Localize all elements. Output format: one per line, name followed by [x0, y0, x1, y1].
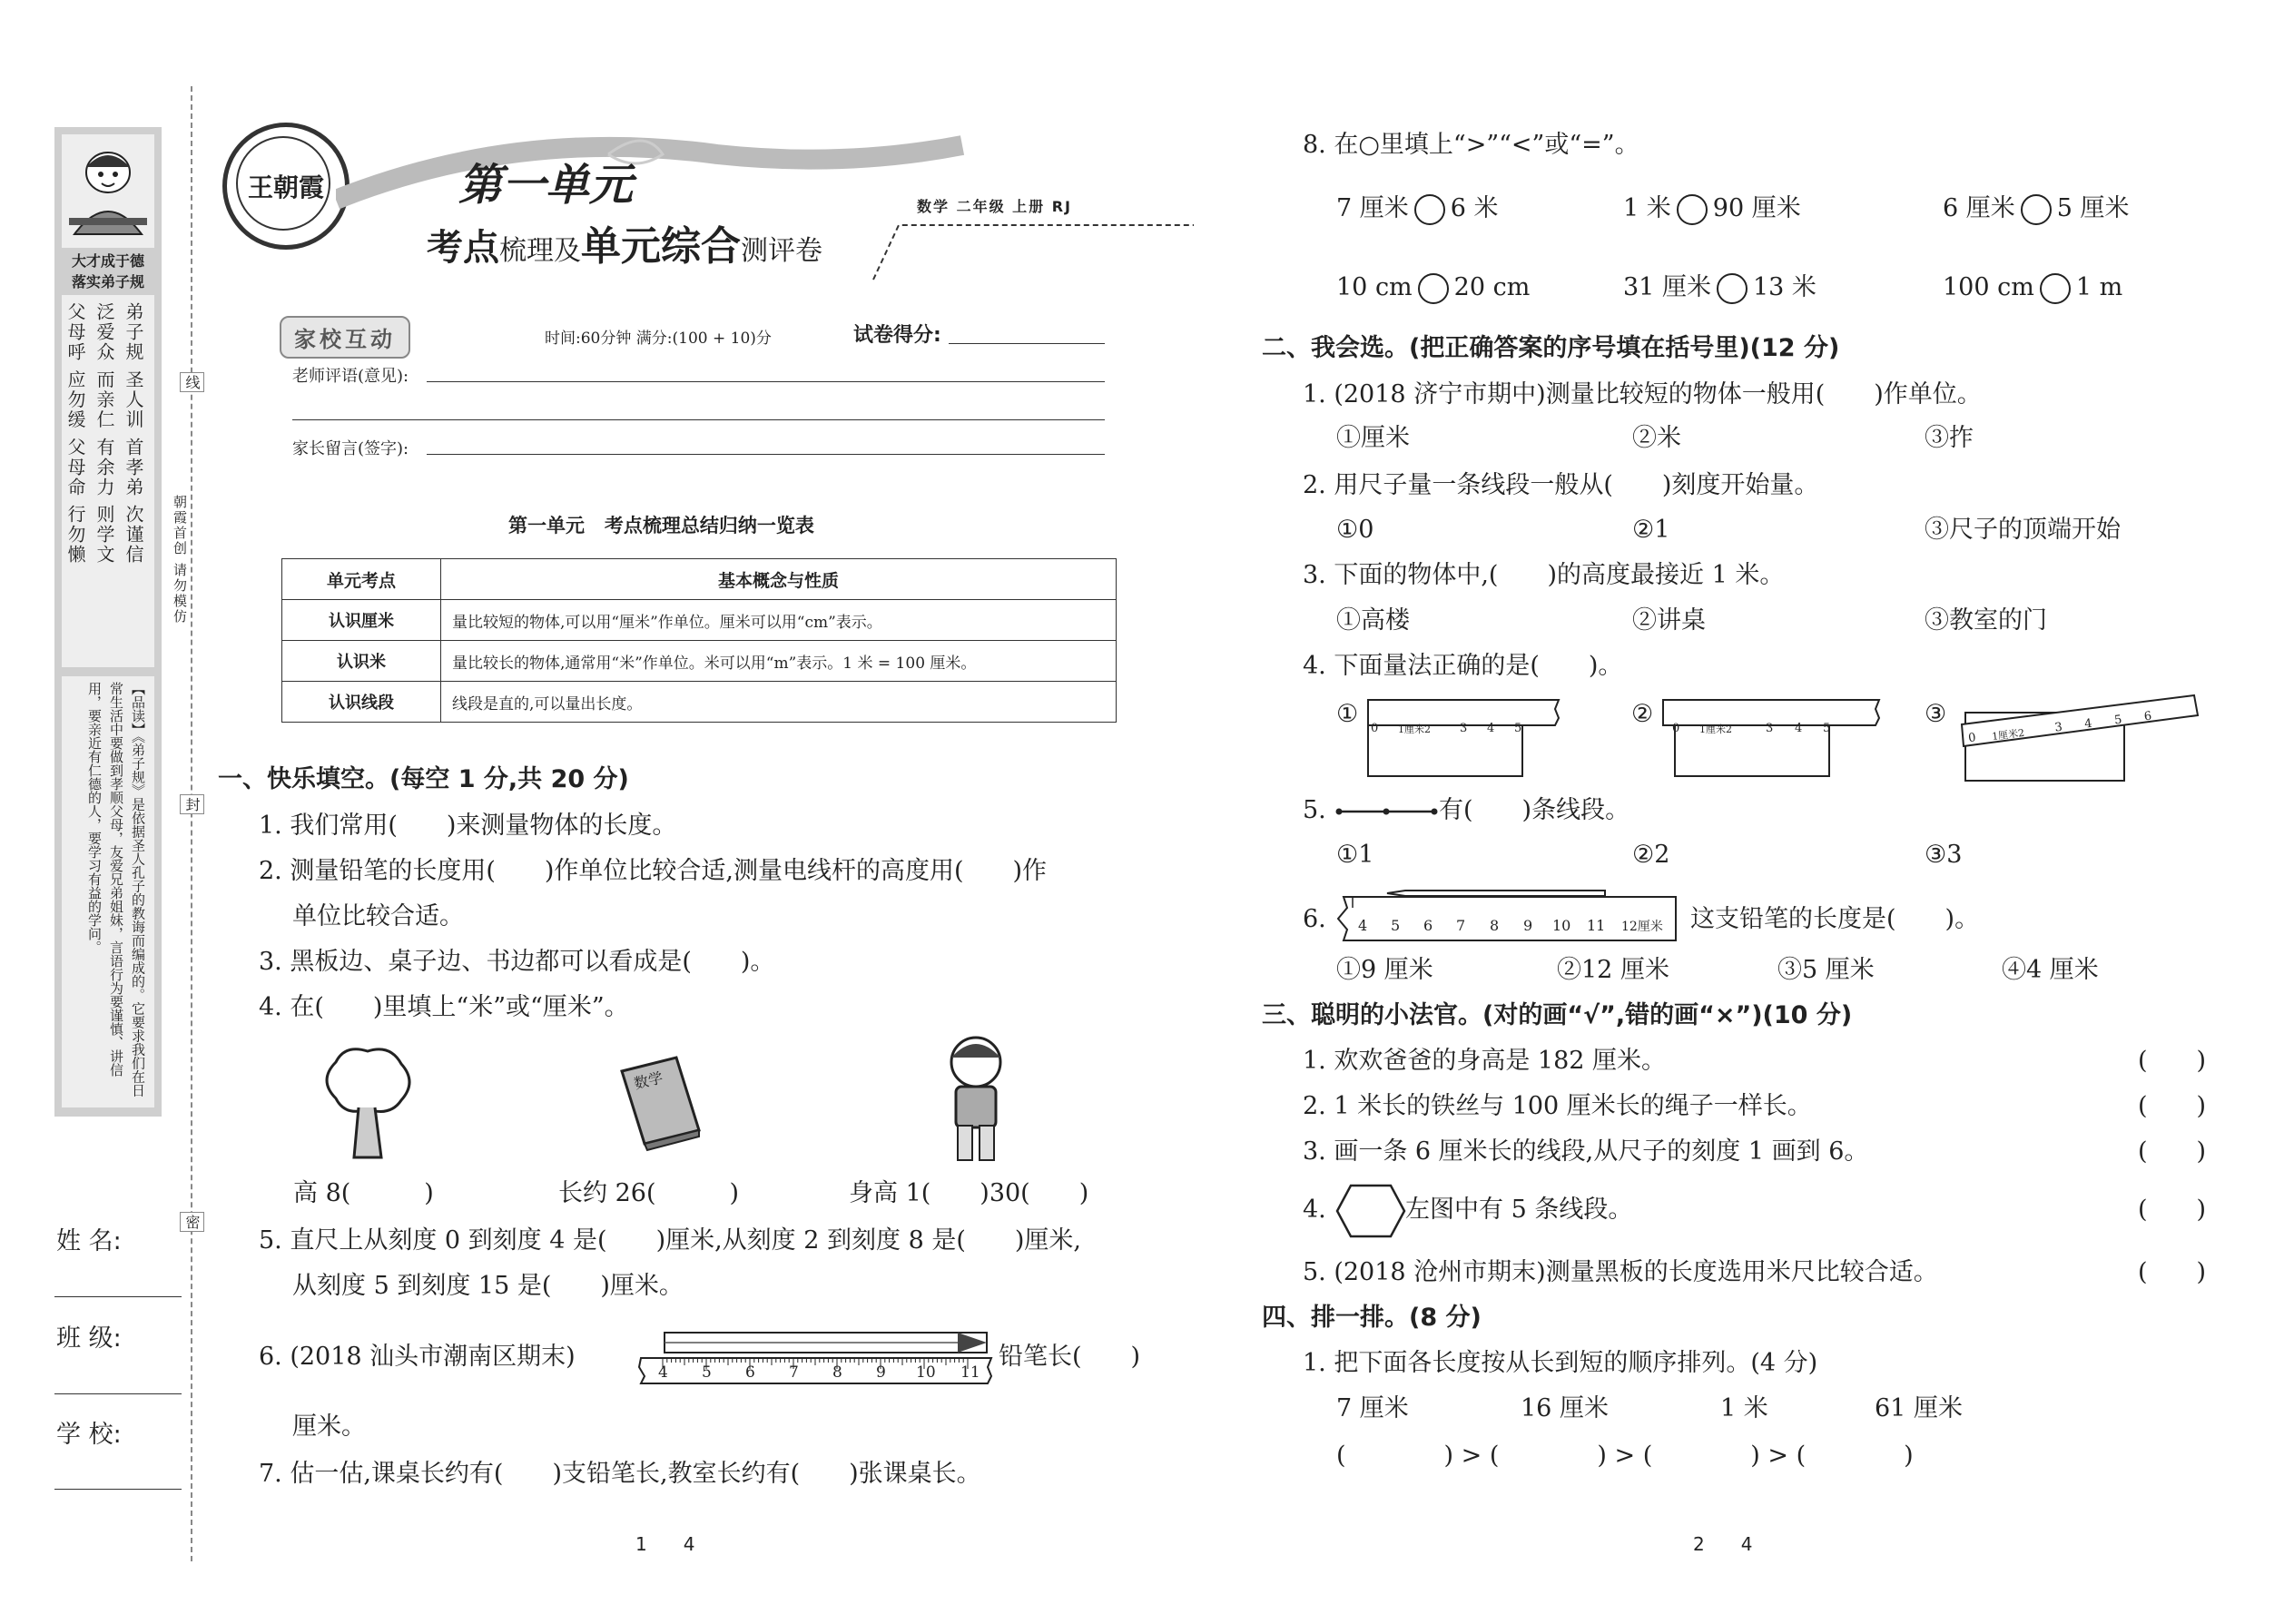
q8-row2-item3: 100 cm 1 m: [1943, 272, 2122, 304]
s1-q5b: 从刻度 5 到刻度 15 是( )厘米。: [292, 1272, 684, 1300]
s2-q3-opt1[interactable]: ①高楼: [1336, 606, 1410, 635]
s3-bracket2[interactable]: ( ): [2138, 1092, 2207, 1120]
sidebar-panel: [54, 127, 162, 1117]
ruler-tick-label: 10: [1552, 917, 1571, 934]
s2-q2: 2. 用尺子量一条线段一般从( )刻度开始量。: [1303, 471, 1819, 499]
s1-q4-tree: 高 8( ): [293, 1179, 434, 1207]
teacher-comment-label: 老师评语(意见):: [292, 367, 409, 386]
ruler-tick-label: 6: [745, 1363, 755, 1382]
class-field[interactable]: [54, 1393, 182, 1394]
ruler-tick-label: 11: [960, 1363, 980, 1382]
summary-title: 第一单元 考点梳理总结归纳一览表: [508, 515, 814, 536]
s3-item2: 2. 1 米长的铁丝与 100 厘米长的绳子一样长。: [1303, 1092, 1812, 1120]
s2-ruler-labels: [1333, 882, 1687, 946]
table-cell-value: 量比较短的物体,可以用“厘米”作单位。厘米可以用“cm”表示。: [441, 600, 1117, 641]
tree-icon: [318, 1044, 418, 1162]
cut-label-line: 线: [180, 372, 204, 392]
table-cell-value: 量比较长的物体,通常用“米”作单位。米可以用“m”表示。1 米 = 100 厘米。: [441, 641, 1117, 682]
s3-item3: 3. 画一条 6 厘米长的线段,从尺子的刻度 1 画到 6。: [1303, 1137, 1869, 1166]
s3-item4: 4.: [1303, 1196, 1326, 1224]
s1-q6c: 厘米。: [292, 1412, 366, 1441]
q8-row1-item1: 7 厘米 6 米: [1336, 193, 1499, 225]
ruler-tick-label: 9: [876, 1363, 886, 1382]
ruler-tick-label: 9: [1523, 917, 1533, 934]
cut-label-seal: 封: [180, 794, 204, 814]
table-header-row: [282, 559, 1117, 600]
s1-q3: 3. 黑板边、桌子边、书边都可以看成是( )。: [259, 948, 775, 976]
s2-q1: 1. (2018 济宁市期中)测量比较短的物体一般用( )作单位。: [1303, 380, 1982, 408]
q4-ruler-b-labels: 0 1厘米2 3 4 5: [1672, 722, 1831, 735]
s2-q1-opt3[interactable]: ③拃: [1925, 424, 1974, 452]
s4-order-blanks[interactable]: ( ) > ( ) > ( ) > ( ): [1336, 1442, 1914, 1470]
mascot-icon: [62, 134, 154, 248]
s2-q2-opt2[interactable]: ②1: [1632, 516, 1670, 544]
s2-q4: 4. 下面量法正确的是( )。: [1303, 652, 1623, 680]
s2-q2-opt1[interactable]: ①0: [1336, 516, 1374, 544]
name-label: 姓 名:: [56, 1227, 122, 1255]
name-field[interactable]: [54, 1296, 182, 1297]
q8-row1-item3: 6 厘米 5 厘米: [1943, 193, 2130, 225]
s2-q5a: 5.: [1303, 796, 1326, 824]
s1-q7: 7. 估一估,课桌长约有( )支铅笔长,教室长约有( )张课桌长。: [259, 1460, 981, 1488]
subject-meta: 数学 二年级 上册 RJ: [917, 198, 1072, 215]
s1-q5a: 5. 直尺上从刻度 0 到刻度 4 是( )厘米,从刻度 2 到刻度 8 是( )厘米,: [259, 1226, 1082, 1255]
segment-diagram: [1334, 801, 1439, 822]
parent-comment-field[interactable]: [427, 454, 1105, 455]
s2-q1-opt1[interactable]: ①厘米: [1336, 424, 1410, 452]
s4-length3: 1 米: [1720, 1394, 1768, 1422]
s3-item5: 5. (2018 沧州市期末)测量黑板的长度选用米尺比较合适。: [1303, 1258, 1938, 1286]
ruler-tick-label: 8: [1490, 917, 1500, 934]
table-cell-key: 认识线段: [282, 682, 441, 723]
copyright-note: 朝霞首创 请勿模仿: [172, 495, 188, 625]
hexagon-icon: [1334, 1183, 1407, 1239]
compare-circle[interactable]: [2021, 194, 2052, 225]
compare-circle[interactable]: [1418, 273, 1449, 304]
s1-q2a: 2. 测量铅笔的长度用( )作单位比较合适,测量电线杆的高度用( )作: [259, 857, 1048, 885]
s2-q4-mark3[interactable]: ③: [1925, 700, 1947, 728]
compare-circle[interactable]: [2040, 273, 2071, 304]
ruler-tick-label: 4: [658, 1363, 668, 1382]
table-header-cell: 单元考点: [282, 559, 441, 600]
s1-q6b: 铅笔长( ): [999, 1343, 1141, 1371]
table-header-cell: 基本概念与性质: [441, 559, 1117, 600]
s2-q1-opt2[interactable]: ②米: [1632, 424, 1681, 452]
teacher-comment-field[interactable]: [427, 381, 1105, 382]
home-school-badge: 家校互动: [280, 316, 410, 359]
q4-ruler-a-labels: 0 1厘米2 3 4 5: [1371, 722, 1522, 735]
s2-q5-opt1[interactable]: ①1: [1336, 841, 1374, 869]
s2-q5-opt3[interactable]: ③3: [1925, 841, 1963, 869]
ruler-tick-label: 7: [1456, 917, 1466, 934]
s2-q5b: 有( )条线段。: [1439, 796, 1630, 824]
school-label: 学 校:: [56, 1421, 122, 1449]
q8-row2-item2: 31 厘米 13 米: [1623, 272, 1816, 304]
q4-ruler-c-labels: 0 1厘米2 3 4 5 6: [1967, 709, 2153, 746]
compare-circle[interactable]: [1677, 194, 1708, 225]
s2-q6-opt3[interactable]: ③5 厘米: [1777, 956, 1875, 984]
s2-q6-opt4[interactable]: ④4 厘米: [2002, 956, 2099, 984]
compare-circle[interactable]: [1717, 273, 1748, 304]
page-number-left: 1 4: [635, 1533, 695, 1555]
slogan-2: 落实弟子规: [71, 273, 144, 290]
s3-item1: 1. 欢欢爸爸的身高是 182 厘米。: [1303, 1047, 1667, 1075]
table-row: [282, 600, 1117, 641]
poem-box: [62, 295, 154, 667]
s1-q6a: 6. (2018 汕头市潮南区期末): [259, 1343, 576, 1371]
school-field[interactable]: [54, 1489, 182, 1490]
table-cell-key: 认识米: [282, 641, 441, 682]
s3-bracket3[interactable]: ( ): [2138, 1137, 2207, 1166]
s4-q1: 1. 把下面各长度按从长到短的顺序排列。(4 分): [1303, 1349, 1818, 1377]
sidebar-mascot-box: [62, 134, 154, 248]
ruler-tick-label: 7: [789, 1363, 799, 1382]
s2-q4-mark2[interactable]: ②: [1631, 700, 1654, 728]
section3-title: 三、聪明的小法官。(对的画“√”,错的画“×”)(10 分): [1262, 1001, 1853, 1029]
ruler-tick-label: 5: [702, 1363, 712, 1382]
parent-comment-label: 家长留言(签字):: [292, 439, 409, 458]
s3-bracket4[interactable]: ( ): [2138, 1196, 2207, 1224]
s2-q6-opt2[interactable]: ②12 厘米: [1557, 956, 1669, 984]
q8-row2-item1: 10 cm 20 cm: [1336, 272, 1530, 304]
class-label: 班 级:: [56, 1324, 122, 1353]
s2-q3-opt3[interactable]: ③教室的门: [1925, 606, 2047, 635]
cut-label-secret: 密: [180, 1212, 204, 1232]
ruler-tick-label: 11: [1587, 917, 1606, 934]
slogan-1: 大才成于德: [71, 252, 144, 270]
s2-q3-opt2[interactable]: ②讲桌: [1632, 606, 1706, 635]
s3-bracket1[interactable]: ( ): [2138, 1047, 2207, 1075]
s2-q6-opt1[interactable]: ①9 厘米: [1336, 956, 1433, 984]
table-cell-value: 线段是直的,可以量出长度。: [441, 682, 1117, 723]
reading-text: 【品读】《弟子规》是依据圣人孔子的教诲而编成的。它要求我们在日常生活中要做到孝顺父母，友爱兄弟姐妹，言语行为要谨慎、讲信用，要亲近有仁德的人，要学习有益的学问。: [86, 682, 146, 1097]
time-info: 时间:60分钟 满分:(100 + 10)分: [545, 330, 772, 348]
s4-length4: 61 厘米: [1875, 1394, 1963, 1422]
section1-title: 一、快乐填空。(每空 1 分,共 20 分): [218, 765, 629, 793]
poem-col-1: 弟子规 圣人训 首孝弟 次谨信: [123, 302, 144, 566]
paper-subtitle: 考点梳理及单元综合测评卷: [427, 223, 822, 270]
reading-box: [62, 676, 154, 1107]
s2-q6b: 这支铅笔的长度是( )。: [1690, 905, 1980, 933]
compare-circle[interactable]: [1414, 194, 1445, 225]
ruler-tick-label: 4: [1358, 917, 1368, 934]
ruler-tick-label: 5: [1391, 917, 1401, 934]
brand-logo-text: 王朝霞: [247, 172, 324, 202]
table-row: [282, 682, 1117, 723]
score-label: 试卷得分:: [853, 324, 941, 347]
score-field[interactable]: [949, 343, 1105, 344]
s1-q4: 4. 在( )里填上“米”或“厘米”。: [259, 993, 629, 1021]
q8-title: 8. 在○里填上“>”“<”或“=”。: [1303, 131, 1639, 159]
table-cell-key: 认识厘米: [282, 600, 441, 641]
ruler-tick-label: 6: [1423, 917, 1433, 934]
ruler-tick-label: 10: [916, 1363, 936, 1382]
q8-row1-item2: 1 米 90 厘米: [1623, 193, 1801, 225]
s1-q2b: 单位比较合适。: [292, 902, 464, 930]
s4-length1: 7 厘米: [1336, 1394, 1409, 1422]
s4-length2: 16 厘米: [1521, 1394, 1609, 1422]
brand-logo: [222, 123, 350, 250]
ruler-tick-label: 12厘米: [1621, 920, 1663, 934]
s1-ruler-labels: [635, 1314, 994, 1387]
s2-q6a: 6.: [1303, 905, 1326, 933]
boy-icon: [930, 1030, 1021, 1166]
ruler-tick-label: 8: [832, 1363, 842, 1382]
s2-q3: 3. 下面的物体中,( )的高度最接近 1 米。: [1303, 561, 1785, 589]
s1-q1: 1. 我们常用( )来测量物体的长度。: [259, 812, 677, 840]
summary-table: [281, 558, 1117, 723]
s1-q4-boy: 身高 1( )30( ): [849, 1179, 1089, 1207]
fold-line: [191, 86, 192, 1561]
book-label: 数学: [632, 1068, 665, 1093]
unit-title: 第一单元: [458, 160, 634, 211]
s2-q5-opt2[interactable]: ②2: [1632, 841, 1670, 869]
section4-title: 四、排一排。(8 分): [1262, 1304, 1482, 1332]
meta-bracket: [871, 218, 1198, 281]
poem-col-3: 父母呼 应勿缓 父母命 行勿懒: [64, 302, 86, 566]
s1-q4-book: 长约 26( ): [558, 1179, 740, 1207]
poem-col-2: 泛爱众 而亲仁 有余力 则学文: [94, 302, 115, 566]
s2-q2-opt3[interactable]: ③尺子的顶端开始: [1925, 516, 2121, 544]
teacher-comment-line-2: [292, 419, 1105, 420]
page-number-right: 2 4: [1693, 1533, 1753, 1555]
s3-bracket5[interactable]: ( ): [2138, 1258, 2207, 1286]
s3-item4-text: 左图中有 5 条线段。: [1405, 1196, 1633, 1224]
s2-q4-mark1[interactable]: ①: [1336, 700, 1359, 728]
section2-title: 二、我会选。(把正确答案的序号填在括号里)(12 分): [1262, 334, 1840, 362]
table-row: [282, 641, 1117, 682]
